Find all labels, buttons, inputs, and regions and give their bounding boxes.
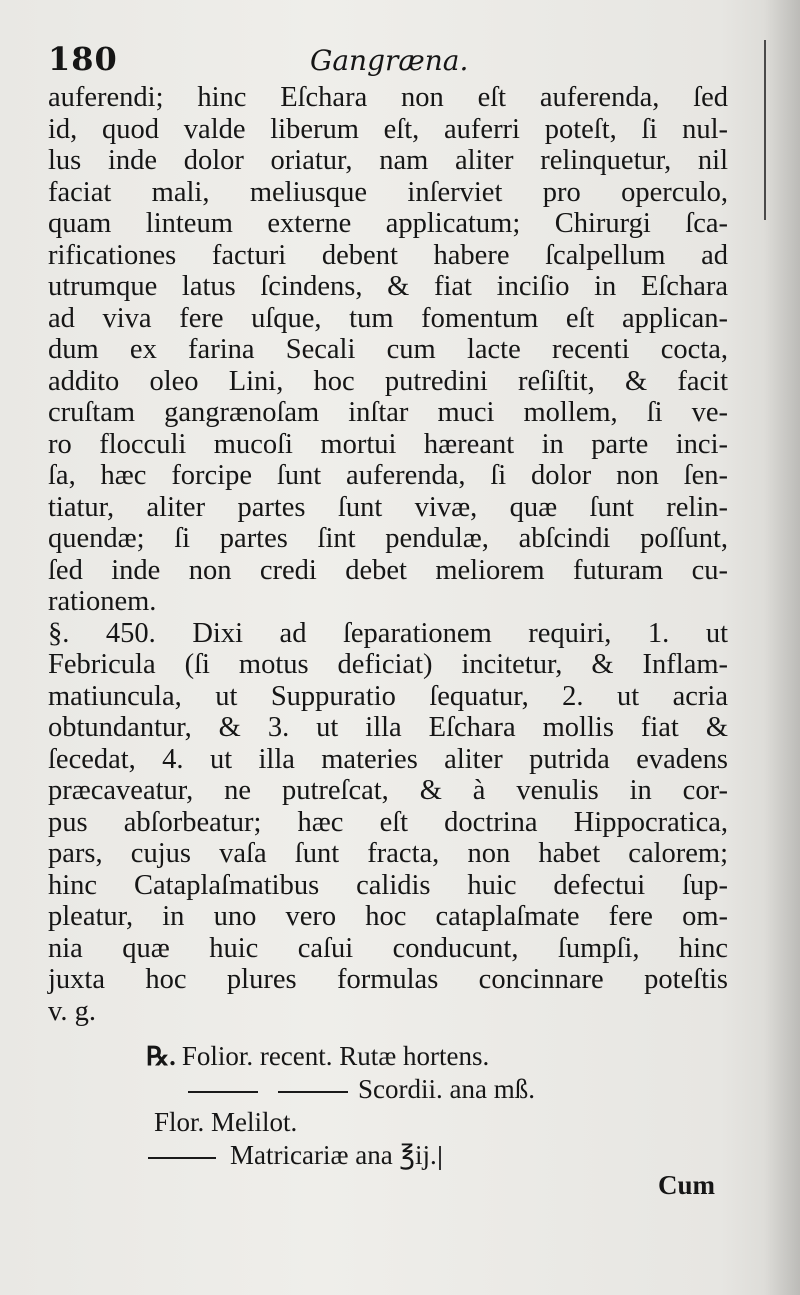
text-line: faciat mali, meliusque inſerviet pro operculo, [48,176,728,208]
recipe-block [48,1040,738,1172]
text-line: tiatur, aliter partes ſunt vivæ, quæ ſunt relin- [48,491,728,523]
recipe-ingredient: Scordii. ana mß. [358,1074,535,1104]
text-line: ſa, hæc forcipe ſunt auferenda, ſi dolor non ſen- [48,460,728,491]
text-line: quam linteum externe applicatum; Chirurgi ſca- [48,208,728,239]
recipe-rx-symbol: ℞. [146,1042,176,1071]
brace-mark [439,1146,441,1170]
text-line: pus abſorbeatur; hæc eſt doctrina Hippocratica, [48,806,728,838]
text-line: auferendi; hinc Eſchara non eſt auferenda, ſed [48,82,728,113]
text-line: pleatur, in uno vero hoc cataplaſmate fere om- [48,901,728,932]
text-line: v. g. [48,995,97,1027]
page-number: 180 [48,40,118,78]
recipe-line-2 [48,1073,738,1106]
recipe-ingredient: Matricariæ ana ℥ij. [230,1140,437,1170]
paragraph-1 [48,82,728,618]
text-line: ad viva fere uſque, tum fomentum eſt applican- [48,302,728,334]
main-text [48,82,728,1027]
text-line: matiuncula, ut Suppuratio ſequatur, 2. ut acria [48,680,728,712]
text-line: rificationes facturi debent habere ſcalpellum ad [48,239,728,271]
text-line: Febricula (ſi motus deficiat) incitetur, & Inflam- [48,649,728,680]
recipe-ingredient: Flor. Melilot. [154,1107,298,1137]
text-line: dum ex farina Secali cum lacte recenti cocta, [48,334,728,365]
text-line: ro flocculi mucoſi mortui hæreant in parte inci- [48,428,728,460]
ditto-dash [278,1091,348,1093]
text-line: addito oleo Lini, hoc putredini reſiſtit, & facit [48,365,728,397]
text-line: juxta hoc plures formulas concinnare poteſtis [48,964,728,995]
text-line: rationem. [48,586,157,617]
text-line: ſecedat, 4. ut illa materies aliter putrida evadens [48,743,728,775]
paragraph-2 [48,618,728,1028]
text-line: præcaveatur, ne putreſcat, & à venulis in cor- [48,775,728,806]
page-edge-shadow [764,0,800,1295]
catchword: Cum [658,1170,716,1200]
ditto-dash [188,1091,258,1093]
text-line: cruſtam gangrænoſam inſtar muci mollem, ſi ve- [48,397,728,428]
section-heading-line: §. 450. Dixi ad ſeparationem requiri, 1. ut [48,617,728,649]
margin-rule [764,40,766,220]
text-line: id, quod valde liberum eſt, auferri poteſt, ſi nul- [48,113,728,145]
text-line: nia quæ huic caſui conducunt, ſumpſi, hinc [48,932,728,964]
text-line: pars, cujus vaſa ſunt fracta, non habet calorem; [48,838,728,869]
text-line: utrumque latus ſcindens, & fiat inciſio in Eſchara [48,271,728,302]
text-line: ſed inde non credi debet meliorem futuram cu- [48,554,728,586]
text-line: obtundantur, & 3. ut illa Eſchara mollis fiat & [48,712,728,743]
text-line: lus inde dolor oriatur, nam aliter relinquetur, nil [48,145,728,176]
ditto-dash [148,1157,216,1159]
recipe-ingredient: Folior. recent. Rutæ hortens. [181,1041,490,1071]
recipe-line-3 [48,1106,738,1139]
running-head: Gangræna. [310,44,469,77]
page-header [48,38,728,84]
text-line: quendæ; ſi partes ſint pendulæ, abſcindi poſſunt, [48,523,728,554]
recipe-line-1 [48,1040,738,1073]
recipe-line-4 [48,1139,738,1172]
text-line: hinc Cataplaſmatibus calidis huic defectui ſup- [48,869,728,901]
